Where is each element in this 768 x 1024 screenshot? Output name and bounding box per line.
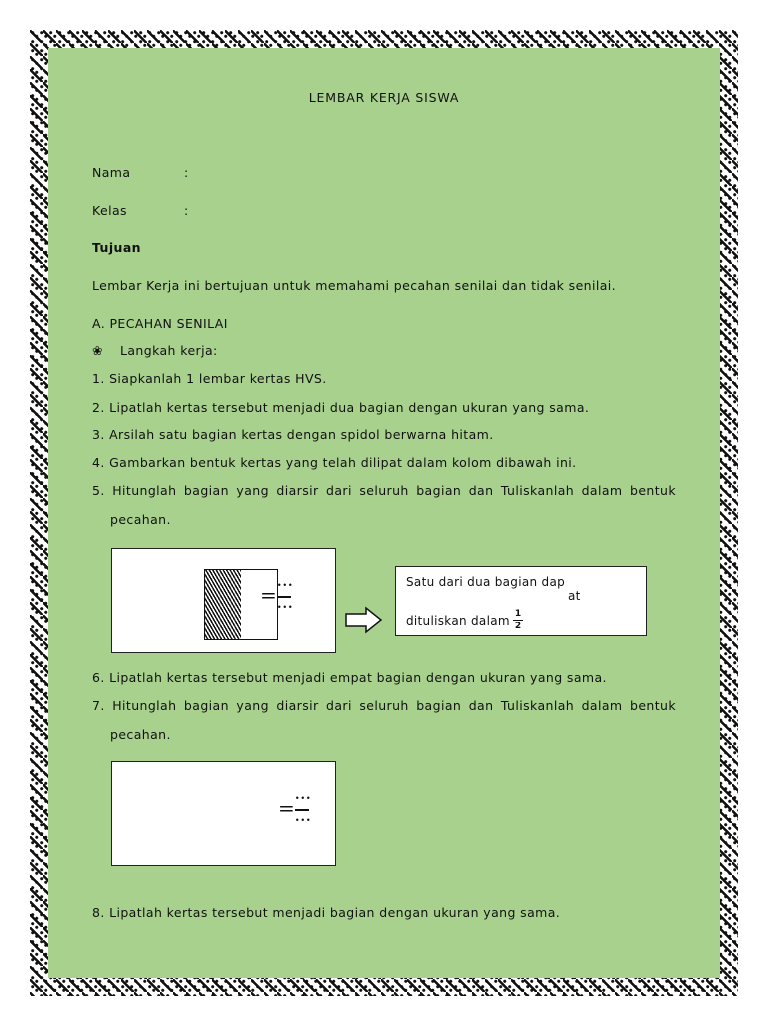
flower-bullet-icon: ❀ <box>92 343 103 358</box>
shaded-half <box>204 569 243 640</box>
name-label: Nama <box>92 165 131 180</box>
fraction-box-quarter <box>111 761 336 866</box>
class-label: Kelas <box>92 203 127 218</box>
explanation-line-2: dituliskan dalam <box>406 614 510 628</box>
fraction-denominator-2: ... <box>295 810 312 825</box>
fraction-denominator: ... <box>277 597 294 612</box>
objective-text: Lembar Kerja ini bertujuan untuk memahami pecahan senilai dan tidak senilai. <box>92 278 617 293</box>
step-5: 5. Hitunglah bagian yang diarsir dari seluruh bagian dan Tuliskanlah dalam bentuk <box>92 483 676 498</box>
step-7-cont: pecahan. <box>110 727 171 742</box>
step-7: 7. Hitunglah bagian yang diarsir dari seluruh bagian dan Tuliskanlah dalam bentuk <box>92 698 676 713</box>
section-a-heading: A. PECAHAN SENILAI <box>92 316 228 331</box>
worksheet-page <box>48 48 720 978</box>
step-3: 3. Arsilah satu bagian kertas dengan spidol berwarna hitam. <box>92 427 494 442</box>
step-6: 6. Lipatlah kertas tersebut menjadi empat bagian dengan ukuran yang sama. <box>92 670 607 685</box>
step-5-cont: pecahan. <box>110 512 171 527</box>
name-colon: : <box>184 165 189 180</box>
step-1: 1. Siapkanlah 1 lembar kertas HVS. <box>92 371 327 386</box>
equals-sign-2: = <box>278 796 295 820</box>
right-arrow-icon <box>344 605 384 635</box>
step-2: 2. Lipatlah kertas tersebut menjadi dua bagian dengan ukuran yang sama. <box>92 400 590 415</box>
fraction-box-half <box>111 548 336 653</box>
explanation-fraction-bar <box>513 620 523 621</box>
explanation-fraction-denominator: 2 <box>514 622 522 630</box>
fraction-numerator-2: ... <box>295 788 312 803</box>
explanation-fraction-numerator: 1 <box>514 609 522 619</box>
equals-sign: = <box>260 583 277 607</box>
steps-intro: Langkah kerja: <box>120 343 218 358</box>
class-colon: : <box>184 203 189 218</box>
objective-heading: Tujuan <box>92 240 141 255</box>
fraction-numerator: ... <box>277 575 294 590</box>
explanation-line-1-tail: at <box>568 589 581 603</box>
step-4: 4. Gambarkan bentuk kertas yang telah dilipat dalam kolom dibawah ini. <box>92 455 577 470</box>
explanation-line-1: Satu dari dua bagian dap <box>406 575 566 589</box>
explanation-box <box>395 566 647 636</box>
step-8: 8. Lipatlah kertas tersebut menjadi bagian dengan ukuran yang sama. <box>92 905 561 920</box>
page-title: LEMBAR KERJA SISWA <box>308 90 460 105</box>
